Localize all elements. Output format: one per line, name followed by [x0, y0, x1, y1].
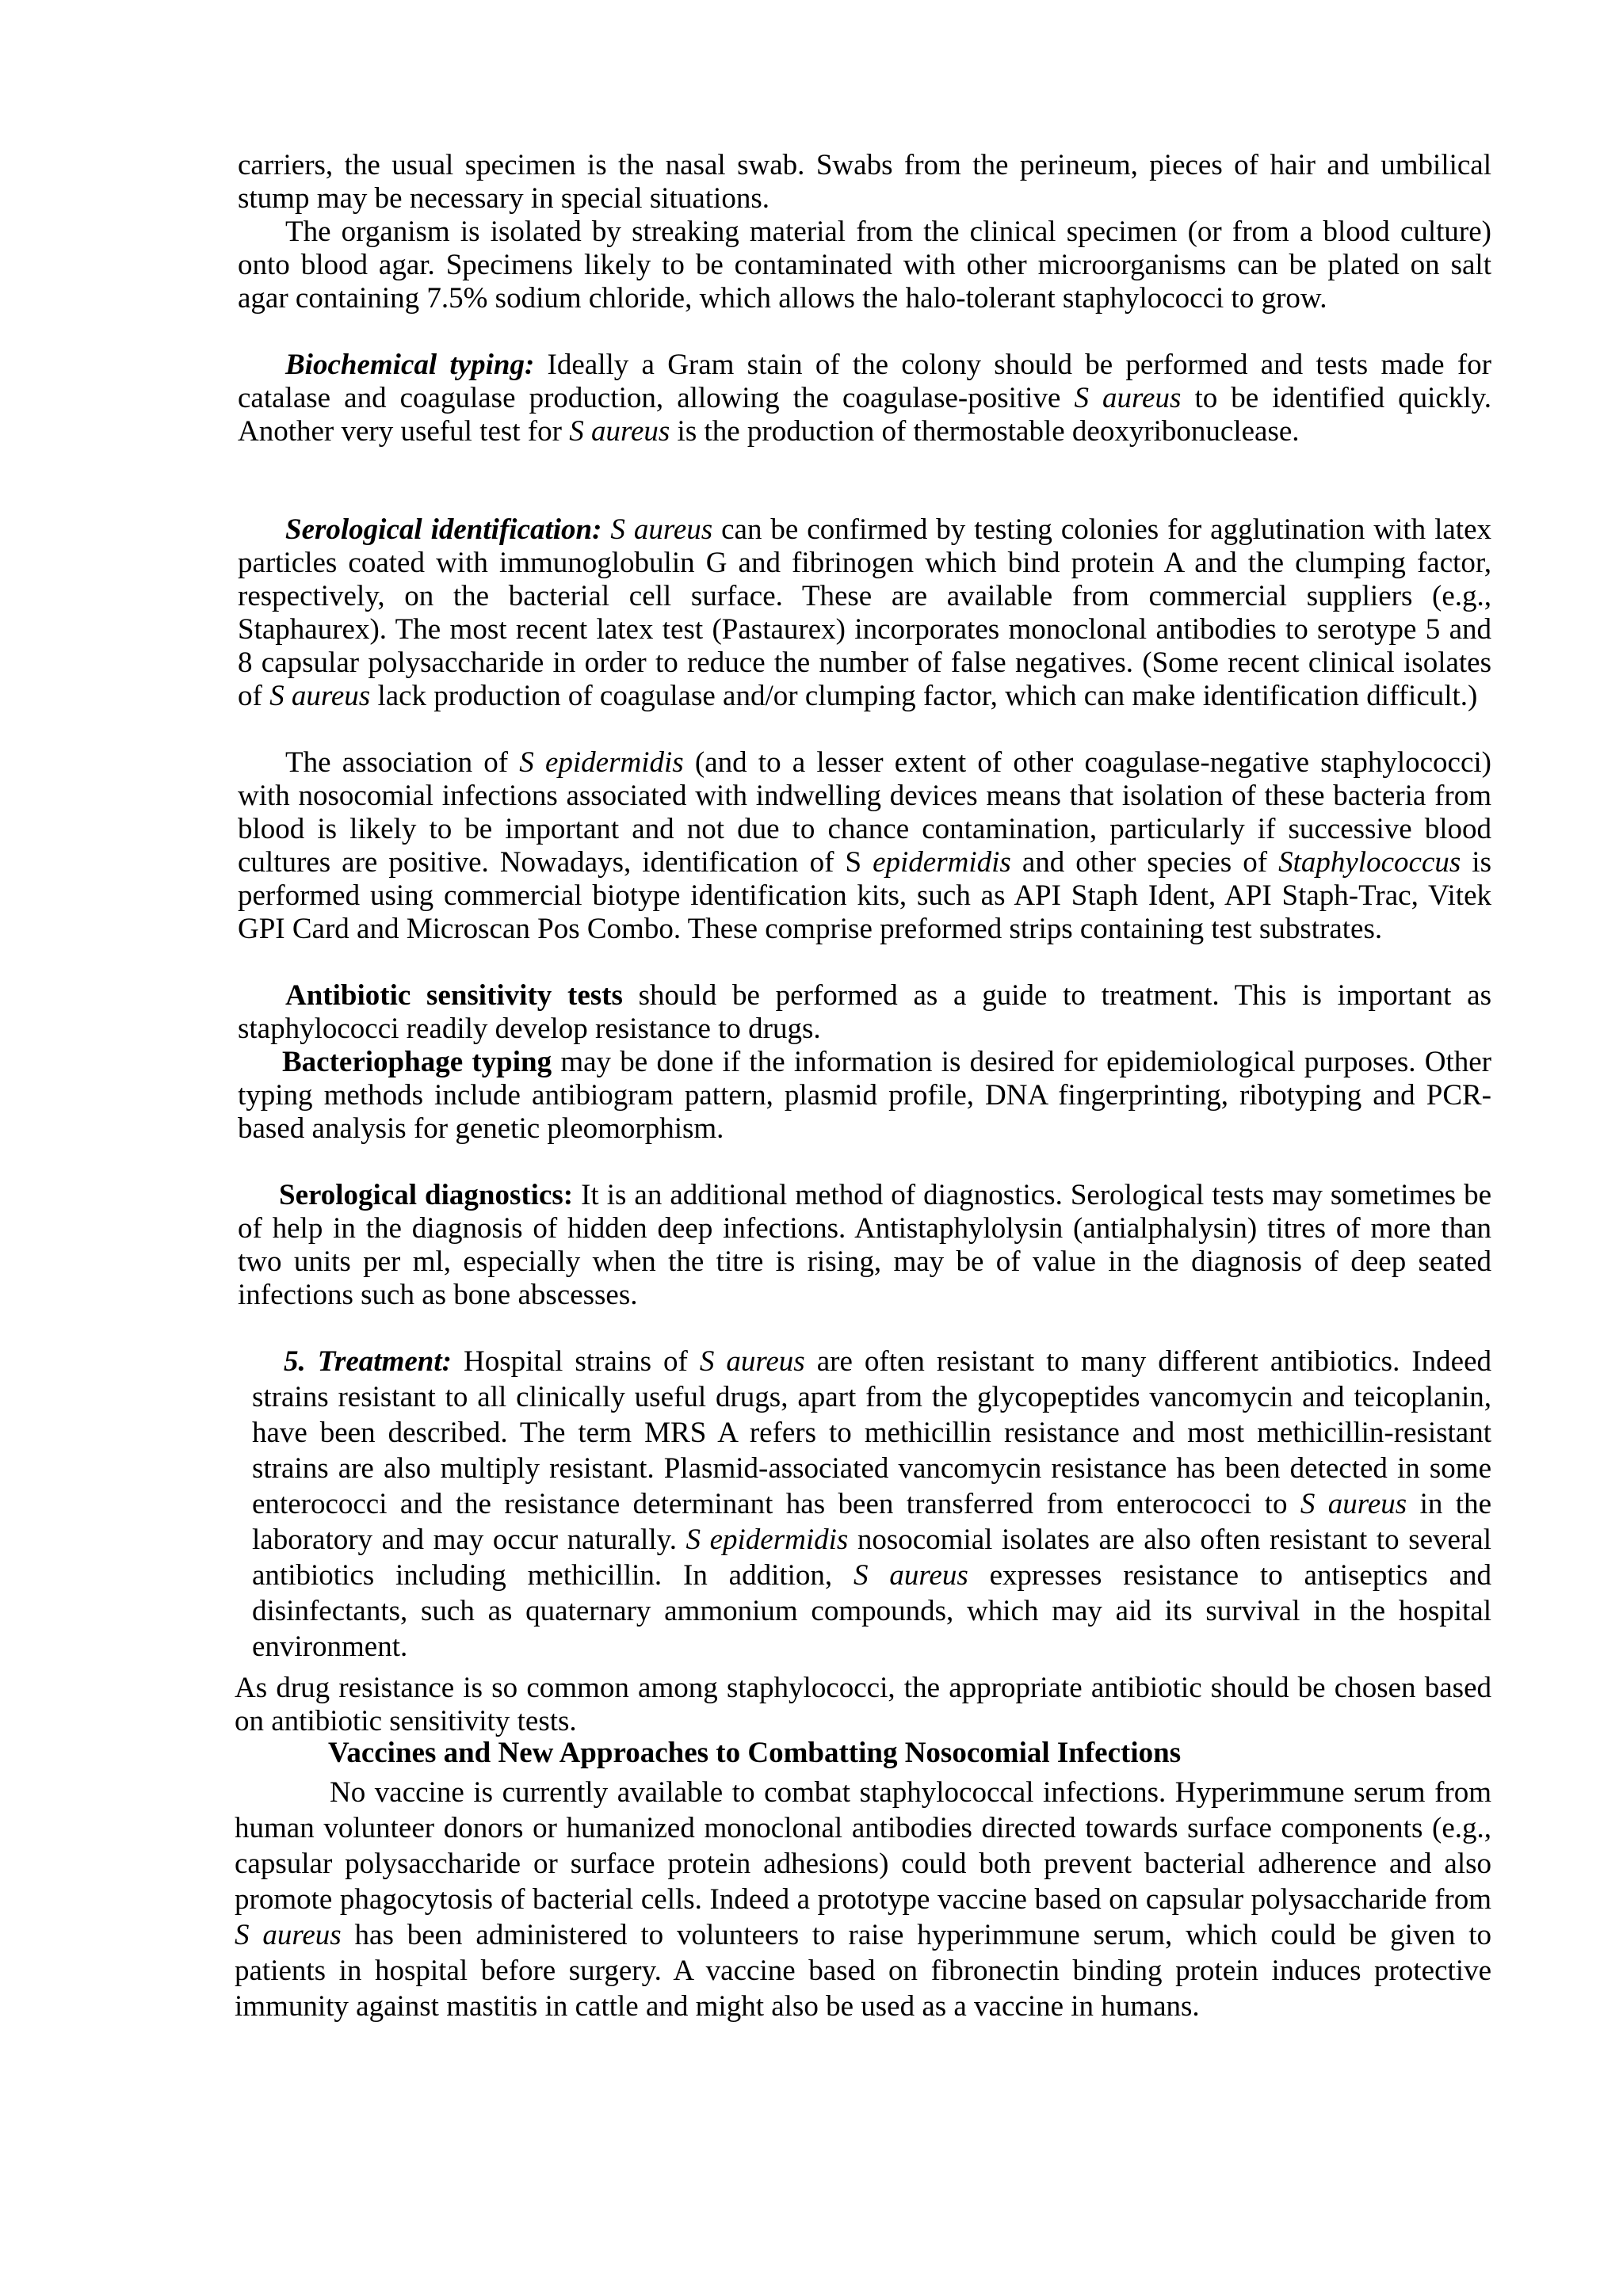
- paragraph-biochemical-typing: [238, 349, 1491, 448]
- text-run: Hospital strains of: [451, 1345, 700, 1378]
- text-run: has been administered to volunteers to raise hyperimmune serum, which could be given to patients in hospital before surgery. A vaccine based on fibronectin binding protein induces protective immunity against mastitis in cattle and might also be used as a vaccine in humans.: [235, 1919, 1491, 2023]
- text-run: nosocomial isolates are also often resistant to several antibiotics including methicillin. In addition,: [252, 1524, 1491, 1592]
- paragraph-antibiotic-sensitivity: [238, 979, 1491, 1046]
- species-name: S aureus: [854, 1559, 968, 1592]
- genus-name: Staphylococcus: [1278, 846, 1461, 879]
- paragraph-drug-resistance: [235, 1672, 1491, 1738]
- text-run: can be confirmed by testing colonies for agglutination with latex particles coated with immunoglobulin G and fibrinogen which bind protein A and the clumping factor, respectively, on the bacterial cell surface. These are available from commercial suppliers (e.g., Staphaurex). The most recent latex test (Pastaurex) incorporates monoclonal antibodies to serotype 5 and 8 capsular polysaccharide in order to reduce the number of false negatives. (Some recent clinical isolates of: [238, 513, 1491, 712]
- run-in-heading: Serological diagnostics:: [279, 1179, 574, 1211]
- text-run: should be performed as a guide to treatment. This is important as staphylococci readily develop resistance to drugs.: [238, 979, 1491, 1045]
- run-in-heading: Bacteriophage typing: [282, 1046, 552, 1078]
- paragraph-text: As drug resistance is so common among staphylococci, the appropriate antibiotic should be chosen based on antibiotic sensitivity tests.: [235, 1672, 1491, 1737]
- species-name: S epidermidis: [685, 1524, 849, 1556]
- species-name: S aureus: [699, 1345, 805, 1378]
- species-name: S epidermidis: [519, 746, 684, 779]
- paragraph-isolation: [238, 215, 1491, 315]
- run-in-heading: Biochemical typing:: [285, 349, 535, 381]
- paragraph-treatment: [252, 1344, 1491, 1665]
- text-run: expresses resistance to antiseptics and disinfectants, such as quaternary ammonium compounds, which may aid its survival in the hospital environment.: [252, 1559, 1491, 1663]
- species-name: S aureus: [601, 513, 713, 546]
- heading-text: Vaccines and New Approaches to Combatting Nosocomial Infections: [328, 1737, 1182, 1769]
- run-in-heading: Serological identification:: [285, 513, 602, 546]
- text-run: The association of: [285, 746, 520, 779]
- paragraph-vaccines: [235, 1775, 1491, 2024]
- text-run: and other species of: [1010, 846, 1279, 879]
- text-run: Ideally a Gram stain of the colony should be performed and tests made for catalase and coagulase production, allowing the coagulase-positive: [238, 349, 1491, 414]
- text-run: lack production of coagulase and/or clumping factor, which can make identification difficult.): [370, 680, 1478, 712]
- species-name: S aureus: [269, 680, 371, 712]
- text-run: are often resistant to many different antibiotics. Indeed strains resistant to all clinically useful drugs, apart from the glycopeptides vancomycin and teicoplanin, have been described. The term MRS A refers to methicillin resistance and most methicillin-resistant strains are also multiply resistant. Plasmid-associated vancomycin resistance has been detected in some enterococci and the resistance determinant has been transferred from enterococci to: [252, 1345, 1491, 1520]
- paragraph-text: The organism is isolated by streaking material from the clinical specimen (or from a blood culture) onto blood agar. Specimens likely to be contaminated with other microorganisms can be plated on salt agar containing 7.5% sodium chloride, which allows the halo-tolerant staphylococci to grow.: [238, 215, 1491, 315]
- section-heading: [328, 1737, 1491, 1770]
- paragraph-serological-diagnostics: [238, 1179, 1491, 1312]
- run-in-heading: 5. Treatment:: [284, 1345, 452, 1378]
- run-in-heading: Antibiotic sensitivity tests: [285, 979, 623, 1012]
- text-run: to be identified quickly. Another very useful test for: [238, 382, 1491, 448]
- text-run: No vaccine is currently available to combat staphylococcal infections. Hyperimmune serum from human volunteer donors or humanized monoclonal antibodies directed towards surface components (e.g., capsular polysaccharide or surface protein adhesions) could both prevent bacterial adherence and also promote phagocytosis of bacterial cells. Indeed a prototype vaccine based on capsular polysaccharide from: [235, 1776, 1491, 1916]
- text-run: in the laboratory and may occur naturally.: [252, 1488, 1491, 1556]
- paragraph-bacteriophage-typing: [238, 1046, 1491, 1146]
- text-run: It is an additional method of diagnostics. Serological tests may sometimes be of help in the diagnosis of hidden deep infections. Antistaphylolysin (antialphalysin) titres of more than two units per ml, especially when the titre is rising, may be of value in the diagnosis of deep seated infections such as bone abscesses.: [238, 1179, 1492, 1311]
- species-name: S aureus: [1074, 382, 1182, 414]
- species-name: S aureus: [1300, 1488, 1407, 1520]
- species-name: epidermidis: [873, 846, 1011, 879]
- text-run: is performed using commercial biotype identification kits, such as API Staph Ident, API Staph-Trac, Vitek GPI Card and Microscan Pos Combo. These comprise preformed strips containing test substrates.: [238, 846, 1491, 945]
- paragraph-text: carriers, the usual specimen is the nasal swab. Swabs from the perineum, pieces of hair and umbilical stump may be necessary in special situations.: [238, 149, 1491, 215]
- species-name: S aureus: [569, 415, 670, 448]
- species-name: S aureus: [235, 1919, 342, 1951]
- paragraph-serological-identification: [238, 513, 1491, 713]
- text-run: is the production of thermostable deoxyribonuclease.: [670, 415, 1300, 448]
- paragraph-carriers: [238, 149, 1491, 215]
- text-run: may be done if the information is desired for epidemiological purposes. Other typing methods include antibiogram pattern, plasmid profile, DNA fingerprinting, ribotyping and PCR-based analysis for genetic pleomorphism.: [238, 1046, 1491, 1145]
- text-run: (and to a lesser extent of other coagulase-negative staphylococci) with nosocomial infections associated with indwelling devices means that isolation of these bacteria from blood is likely to be important and not due to chance contamination, particularly if successive blood cultures are positive. Nowadays, identification of S: [238, 746, 1492, 879]
- paragraph-epidermidis: [238, 746, 1491, 946]
